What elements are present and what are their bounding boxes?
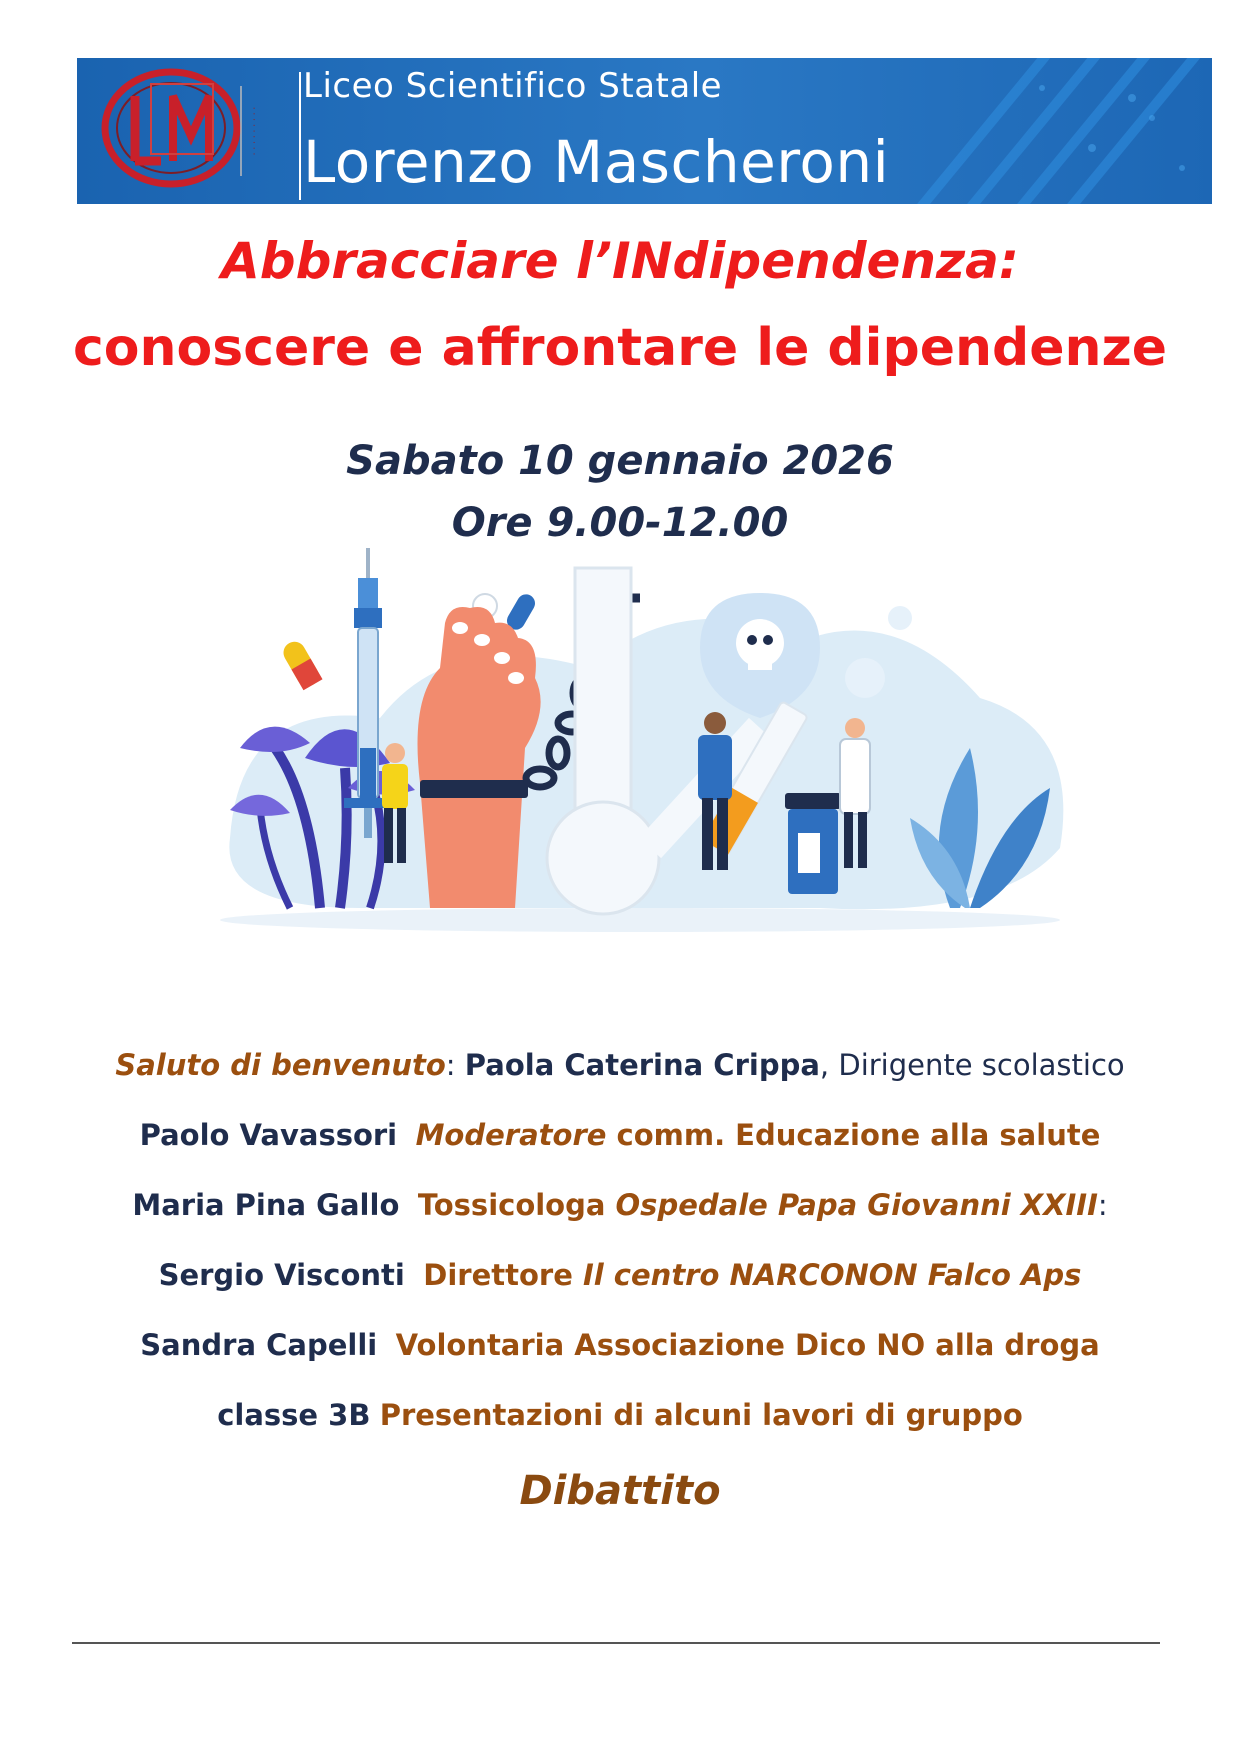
svg-text:· · · · · · · · ·: · · · · · · · · · xyxy=(248,106,258,156)
banner-divider xyxy=(299,72,301,200)
speaker-name: Paolo Vavassori xyxy=(139,1118,398,1152)
speaker-detail: Presentazioni di alcuni lavori di gruppo xyxy=(379,1398,1023,1432)
gap xyxy=(397,1118,415,1152)
speaker-detail: Volontaria Associazione Dico NO alla droga xyxy=(395,1328,1100,1362)
footer-divider xyxy=(72,1642,1160,1644)
speaker-tail: : xyxy=(1097,1188,1108,1222)
speaker-role: Dirigente scolastico xyxy=(829,1048,1125,1082)
gap xyxy=(399,1188,417,1222)
program-row-class xyxy=(0,1398,1240,1432)
program-row-welcome xyxy=(0,1048,1240,1082)
speaker-role: Direttore xyxy=(423,1258,583,1292)
speaker-name: Sandra Capelli xyxy=(140,1328,378,1362)
gap xyxy=(377,1328,395,1362)
speaker-detail: comm. Educazione alla salute xyxy=(606,1118,1101,1152)
welcome-comma: , xyxy=(819,1048,830,1082)
program-row-volunteer xyxy=(0,1328,1240,1362)
speaker-detail: Il centro NARCONON Falco Aps xyxy=(582,1258,1082,1292)
program-row-director xyxy=(0,1258,1240,1292)
event-title-line1: Abbracciare l’INdipendenza: xyxy=(221,232,1019,290)
program-row-moderator xyxy=(0,1118,1240,1152)
school-logo-icon xyxy=(91,66,269,196)
speaker-name: Maria Pina Gallo xyxy=(132,1188,400,1222)
school-type: Liceo Scientifico Statale xyxy=(303,66,723,106)
welcome-label: Saluto di benvenuto xyxy=(115,1048,446,1082)
event-title-line2: conoscere e affrontare le dipendenze xyxy=(72,318,1168,378)
program-row-toxicologist xyxy=(0,1188,1240,1222)
event-date: Sabato 10 gennaio 2026 xyxy=(346,438,894,484)
school-name: Lorenzo Mascheroni xyxy=(303,128,890,196)
addiction-illustration xyxy=(120,548,1120,1000)
pill-bottle-icon xyxy=(785,793,841,894)
gap xyxy=(405,1258,423,1292)
speaker-name: Paola Caterina Crippa xyxy=(464,1048,820,1082)
speaker-role: Moderatore xyxy=(415,1118,607,1152)
event-time: Ore 9.00-12.00 xyxy=(451,500,789,546)
welcome-sep: : xyxy=(445,1048,465,1082)
speaker-name: Sergio Visconti xyxy=(158,1258,405,1292)
school-banner xyxy=(77,58,1212,204)
gap xyxy=(370,1398,379,1432)
closing-debate: Dibattito xyxy=(519,1468,721,1514)
speaker-role: Tossicologa xyxy=(417,1188,616,1222)
speaker-detail: Ospedale Papa Giovanni XXIII xyxy=(615,1188,1098,1222)
speaker-name: classe 3B xyxy=(217,1398,371,1432)
